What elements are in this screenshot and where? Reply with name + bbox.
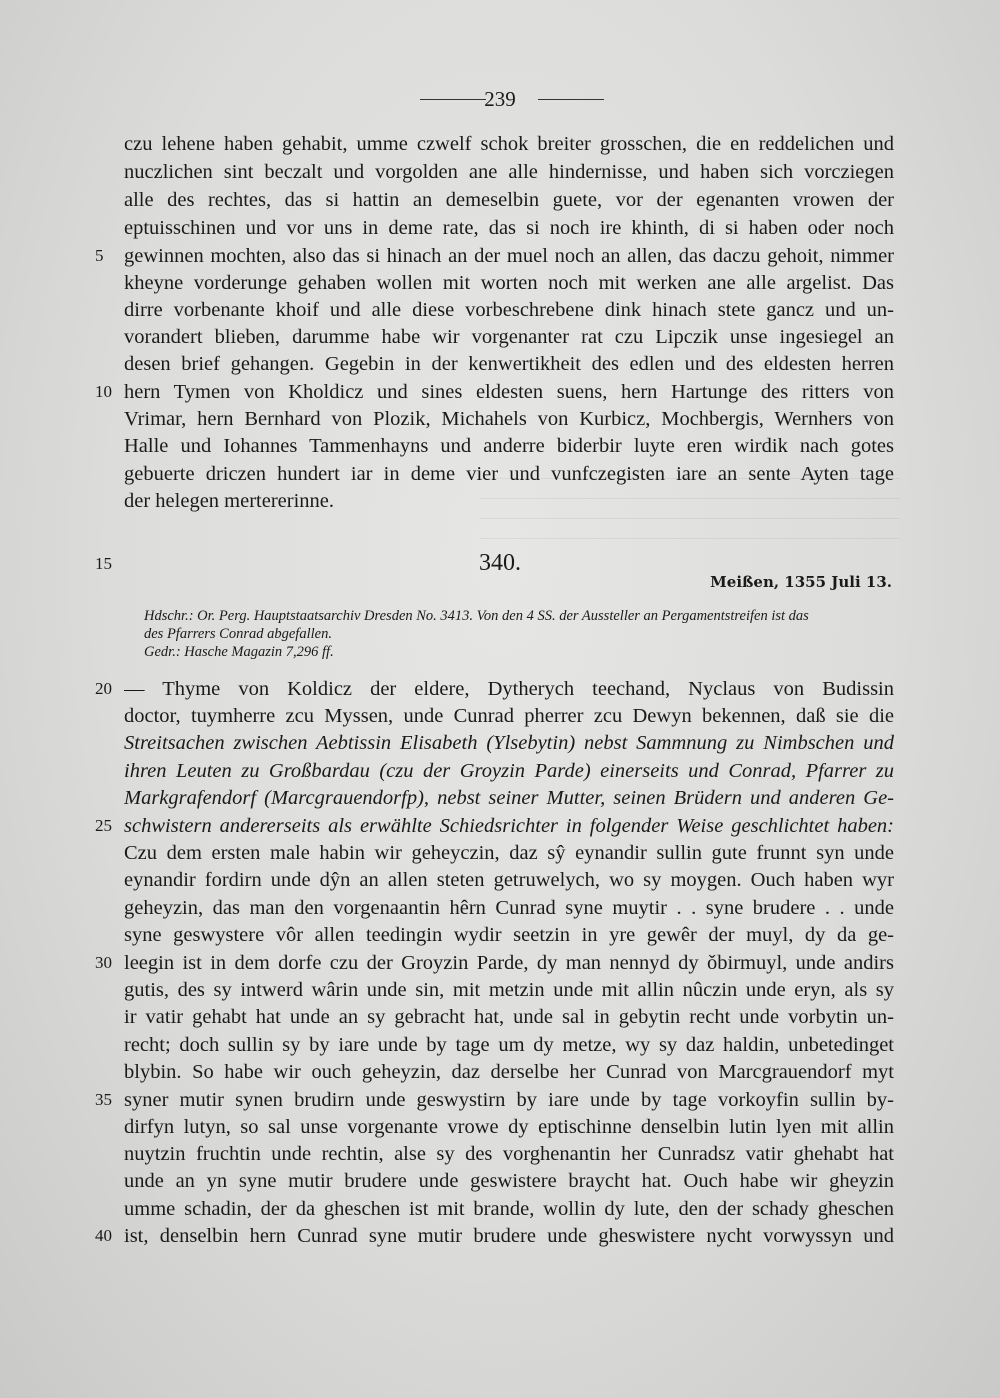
text-line: gutis, des sy intwerd wârin unde sin, mit metzin unde mit allin nûczin unde eryn, als sy xyxy=(124,979,894,1001)
text-line: eynandir fordirn unde dŷn an allen steten getruwelych, wo sy moygen. Ouch haben wyr xyxy=(124,869,894,891)
text-line: syner mutir synen brudirn unde geswystirn by iare unde by tage vorkoyfin sullin by- xyxy=(124,1089,894,1111)
document-number: 340. xyxy=(479,550,521,576)
text-line: geheyzin, das man den vorgenaantin hêrn Cunrad syne muytir . . syne brudere . . unde xyxy=(124,897,894,919)
line-number: 15 xyxy=(95,554,112,573)
text-line: Halle und Iohannes Tammenhayns und anderre biderbir luyte eren wirdik nach gotes xyxy=(124,435,894,457)
text-line: dirfyn lutyn, so sal unse vorgenante vrowe dy eptischinne denselbin lutin lyen mit allin xyxy=(124,1116,894,1138)
text-line: schwistern andererseits als erwählte Schiedsrichter in folgender Weise geschlichtet haben: xyxy=(124,815,894,837)
text-line: blybin. So habe wir ouch geheyzin, daz derselbe her Cunrad von Marcgrauendorf myt xyxy=(124,1061,894,1083)
text-line: vorandert blieben, darumme habe wir vorgenanter rat czu Lipczik unse ingesiegel an xyxy=(124,326,894,348)
text-line: Czu dem ersten male habin wir geheyczin, daz sŷ eynandir sullin gute frunnt syn unde xyxy=(124,842,894,864)
line-number: 25 xyxy=(95,816,112,835)
line-number: 10 xyxy=(95,382,112,401)
text-line: recht; doch sullin sy by iare unde by tage um dy metze, wy sy daz haldin, unbetedinget xyxy=(124,1034,894,1056)
text-line: czu lehene haben gehabit, umme czwelf schok breiter grosschen, die en reddelichen und xyxy=(124,133,894,155)
line-number: 35 xyxy=(95,1090,112,1109)
line-number: 20 xyxy=(95,679,112,698)
text-line: alle des rechtes, das si hattin an demeselbin guete, vor der egenanten vrowen der xyxy=(124,189,894,211)
line-number: 40 xyxy=(95,1226,112,1245)
text-line: Markgrafendorf (Marcgrauendorfp), nebst seiner Mutter, seinen Brüdern und anderen Ge- xyxy=(124,787,894,809)
text-line: leegin ist in dem dorfe czu der Groyzin Parde, dy man nennyd dy ǒbirmuyl, unde andirs xyxy=(124,952,894,974)
text-line: der helegen mertererinne. xyxy=(124,490,335,512)
text-line: gewinnen mochten, also das si hinach an der muel noch an allen, das daczu gehoit, nimmer xyxy=(124,245,894,267)
text-line: — Thyme von Koldicz der eldere, Dytherych teechand, Nyclaus von Budissin xyxy=(124,678,894,700)
source-note: des Pfarrers Conrad abgefallen. xyxy=(144,626,332,642)
line-number: 5 xyxy=(95,246,104,265)
text-line: desen brief gehangen. Gegebin in der kenwertikheit des edlen und des eldesten herren xyxy=(124,353,894,375)
text-line: eptuisschinen und vor uns in deme rate, das si noch ire khinth, di si haben oder noch xyxy=(124,217,894,239)
text-line: doctor, tuymherre zcu Myssen, unde Cunrad pherrer zcu Dewyn bekennen, daß sie die xyxy=(124,705,894,727)
source-note: Hdschr.: Or. Perg. Hauptstaatsarchiv Dresden No. 3413. Von den 4 SS. der Aussteller an Pergamentstreifen ist das xyxy=(144,608,809,624)
text-line: dirre vorbenante khoif und alle diese vorbeschrebene dink hinach stete gancz und un- xyxy=(124,299,894,321)
text-line: nuytzin fruchtin unde rechtin, alse sy des vorghenantin her Cunradsz vatir ghehabt hat xyxy=(124,1143,894,1165)
line-number: 30 xyxy=(95,953,112,972)
text-line: Streitsachen zwischen Aebtissin Elisabeth (Ylsebytin) nebst Sammnung zu Nimbschen und xyxy=(124,732,894,754)
text-line: umme schadin, der da gheschen ist mit brande, wollin dy lute, den der schady gheschen xyxy=(124,1198,894,1220)
text-line: unde an yn syne mutir brudere unde geswistere braycht hat. Ouch habe wir gheyzin xyxy=(124,1170,894,1192)
place-date: Meißen, 1355 Juli 13. xyxy=(710,573,892,591)
page-number: 239 xyxy=(484,87,516,111)
text-line: ist, denselbin hern Cunrad syne mutir brudere unde gheswistere nycht vorwyssyn und xyxy=(124,1225,894,1247)
text-line: hern Tymen von Kholdicz und sines eldesten suens, hern Hartunge des ritters von xyxy=(124,381,894,403)
text-line: syne geswystere vôr allen teedingin wydir seetzin in yre gewêr der muyl, dy da ge- xyxy=(124,924,894,946)
text-line: kheyne vorderunge gehaben wollen mit worten noch mit werken ane alle argelist. Das xyxy=(124,272,894,294)
text-line: gebuerte driczen hundert iar in deme vier und vunfczegisten iare an sente Ayten tage xyxy=(124,463,894,485)
text-line: nuczlichen sint beczalt und vorgolden ane alle hindernisse, und haben sich vorcziegen xyxy=(124,161,894,183)
text-line: Vrimar, hern Bernhard von Plozik, Michahels von Kurbicz, Mochbergis, Wernhers von xyxy=(124,408,894,430)
source-note: Gedr.: Hasche Magazin 7,296 ff. xyxy=(144,644,334,660)
header-rule-right xyxy=(538,99,604,100)
text-line: ihren Leuten zu Großbardau (czu der Groyzin Parde) einerseits und Conrad, Pfarrer zu xyxy=(124,760,894,782)
text-line: ir vatir gehabt hat unde an sy gebracht hat, unde sal in gebytin recht unde vorbytin un- xyxy=(124,1006,894,1028)
